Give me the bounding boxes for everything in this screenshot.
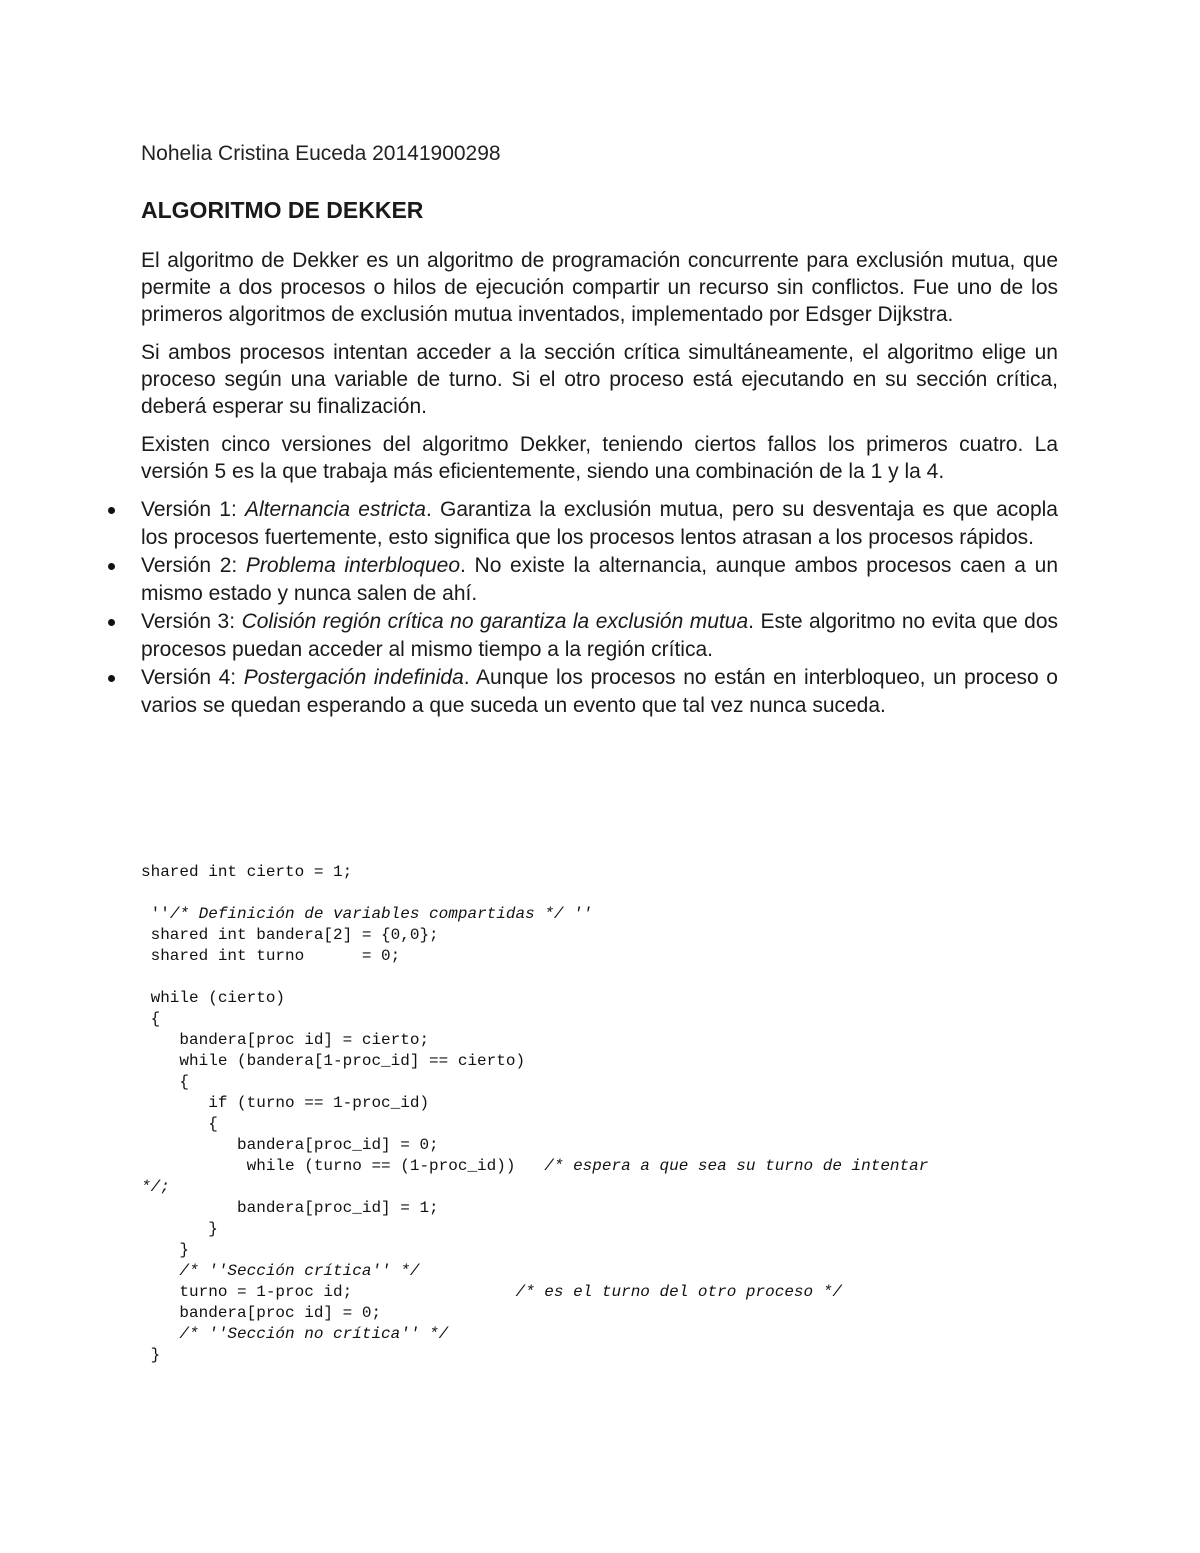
code-comment: /* ''Sección crítica'' */: [179, 1262, 420, 1280]
code-line: [141, 1219, 1071, 1240]
code-text: shared int turno = 0;: [141, 947, 401, 965]
paragraph-intro: El algoritmo de Dekker es un algoritmo de programación concurrente para exclusión mutua, que permite a dos procesos o hilos de ejecución compartir un recurso sin conflictos. Fue uno de los primeros algoritmos de exclusión mutua inventados, implementado por Edsger Dijkstra.: [141, 249, 1058, 326]
list-item: [141, 552, 1058, 607]
versions-list: [141, 496, 1058, 719]
version-name: Postergación indefinida: [243, 666, 464, 689]
version-text: . Garantiza la exclusión mutua, pero su desventaja es que acopla los procesos fuertemente, esto significa que los procesos lentos atrasan a los procesos rápidos.: [141, 498, 1058, 549]
code-text: shared int bandera[2] = {0,0};: [141, 926, 439, 944]
code-text: {: [141, 1115, 218, 1133]
version-name: Colisión región crítica no garantiza la exclusión mutua: [241, 610, 749, 633]
code-line: [141, 1114, 1071, 1135]
code-line: [141, 1177, 1071, 1198]
code-text: [141, 1325, 179, 1343]
document-page: [141, 140, 1058, 720]
code-line: [141, 1093, 1071, 1114]
code-text: while (bandera[1-proc_id] == cierto): [141, 1052, 526, 1070]
code-text: {: [141, 1010, 161, 1028]
code-text: turno = 1-proc id;: [141, 1283, 516, 1301]
code-text: [141, 1262, 179, 1280]
code-line: [141, 1156, 1071, 1177]
code-comment: /* Definición de variables compartidas */ '': [169, 905, 593, 923]
code-text: if (turno == 1-proc_id): [141, 1094, 430, 1112]
bullet-icon: [108, 563, 115, 570]
version-text: . Este algoritmo no evita que dos procesos puedan acceder al mismo tiempo a la región crítica.: [141, 610, 1058, 661]
code-line: [141, 883, 1071, 904]
code-line: [141, 1198, 1071, 1219]
list-item: [141, 496, 1058, 551]
code-line: [141, 1030, 1071, 1051]
code-block: [141, 862, 1071, 1366]
document-title: ALGORITMO DE DEKKER: [141, 197, 424, 223]
version-text: . Aunque los procesos no están en interbloqueo, un proceso o varios se quedan esperando a que suceda un evento que tal vez nunca suceda.: [141, 666, 1058, 717]
bullet-icon: [108, 675, 115, 682]
code-comment: /* ''Sección no crítica'' */: [179, 1325, 449, 1343]
version-label: Versión 1:: [141, 498, 245, 521]
code-line: [141, 925, 1071, 946]
code-text: {: [141, 1073, 190, 1091]
code-comment: /* es el turno del otro proceso */: [515, 1283, 842, 1301]
code-text: bandera[proc id] = cierto;: [141, 1031, 430, 1049]
list-item: [141, 664, 1058, 719]
code-line: [141, 1051, 1071, 1072]
version-name: Problema interbloqueo: [245, 554, 461, 577]
code-line: [141, 1345, 1071, 1366]
paragraph-turn: Si ambos procesos intentan acceder a la sección crítica simultáneamente, el algoritmo elige un proceso según una variable de turno. Si el otro proceso está ejecutando en su sección crítica, deberá esperar su finalización.: [141, 341, 1058, 418]
code-comment: */;: [141, 1178, 170, 1196]
code-text: bandera[proc_id] = 1;: [141, 1199, 439, 1217]
code-line: [141, 946, 1071, 967]
code-text: }: [141, 1241, 190, 1259]
code-line: [141, 1261, 1071, 1282]
code-line: [141, 1240, 1071, 1261]
code-text: }: [141, 1220, 218, 1238]
version-label: Versión 3:: [141, 610, 242, 633]
code-text: }: [141, 1346, 161, 1364]
code-line: [141, 862, 1071, 883]
code-line: [141, 904, 1071, 925]
code-comment: /* espera a que sea su turno de intentar: [544, 1157, 929, 1175]
code-line: [141, 967, 1071, 988]
code-line: [141, 1324, 1071, 1345]
code-line: [141, 1303, 1071, 1324]
code-text: '': [141, 905, 170, 923]
code-line: [141, 988, 1071, 1009]
code-line: [141, 1009, 1071, 1030]
bullet-icon: [108, 619, 115, 626]
version-label: Versión 4:: [141, 666, 244, 689]
code-text: while (turno == (1-proc_id)): [141, 1157, 545, 1175]
code-text: while (cierto): [141, 989, 286, 1007]
code-text: bandera[proc_id] = 0;: [141, 1136, 439, 1154]
list-item: [141, 608, 1058, 663]
author-line: Nohelia Cristina Euceda 20141900298: [141, 142, 501, 165]
code-text: bandera[proc id] = 0;: [141, 1304, 382, 1322]
code-line: [141, 1072, 1071, 1093]
code-line: [141, 1282, 1071, 1303]
paragraph-versions: Existen cinco versiones del algoritmo Dekker, teniendo ciertos fallos los primeros cuatro. La versión 5 es la que trabaja más eficientemente, siendo una combinación de la 1 y la 4.: [141, 433, 1058, 483]
code-line: [141, 1135, 1071, 1156]
version-name: Alternancia estricta: [245, 498, 426, 521]
bullet-icon: [108, 507, 115, 514]
version-label: Versión 2:: [141, 554, 246, 577]
code-text: shared int cierto = 1;: [141, 863, 353, 881]
version-text: . No existe la alternancia, aunque ambos procesos caen a un mismo estado y nunca salen de ahí.: [141, 554, 1058, 605]
